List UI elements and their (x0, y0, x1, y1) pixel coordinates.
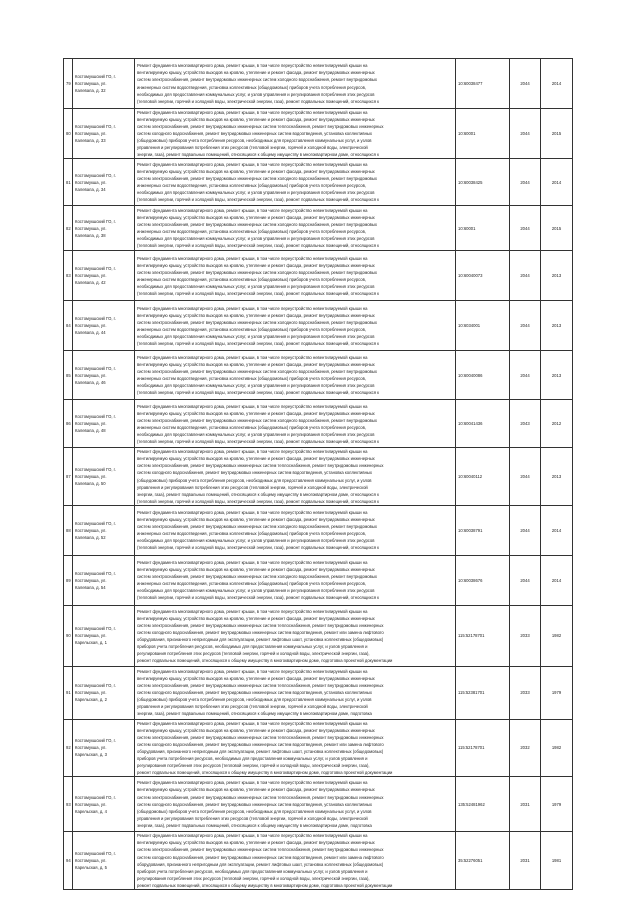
address-line: Калевала, д. 38 (75, 232, 106, 238)
works-line: регулирования потребления этих ресурсов (тепловой энергии, горячей и холодной воды, электрической энергии, газа), (137, 650, 370, 656)
works-description-cell (135, 301, 456, 351)
works-line: (тепловой энергии, горячей и холодной воды, электрической энергии, газа), ремонт подвальных помещений, относящихся к (137, 498, 379, 504)
row-number-cell: 82 (64, 206, 73, 251)
address-line: Костомукшский ГО, г. (75, 626, 116, 632)
works-description-cell (135, 109, 456, 159)
document-page (63, 58, 572, 890)
works-line: систем холодного водоснабжения, ремонт внутридомовых инженерных систем водоотведения, установка коллективных (137, 690, 372, 696)
works-line: ремонт подвальных помещений, относящихся к общему имуществу в многоквартирном доме, подготовка проектной документации (137, 770, 393, 776)
table-row (64, 555, 573, 605)
row-number-cell: 81 (64, 159, 73, 206)
works-line: систем электроснабжения, ремонт внутридомовых инженерных систем холодного водоснабжения, ремонт внутридомовых (137, 176, 378, 182)
works-line: инженерных систем водоотведения, установка коллективных (общедомовых) приборов учета потребления ресурсов, (137, 581, 367, 587)
address-line: Костомукша, ул. (75, 858, 107, 864)
address-line: Костомукша, ул. (75, 690, 107, 696)
table-row (64, 605, 573, 666)
works-line: Ремонт фундамента многоквартирного дома, ремонт крыши, в том числе переустройство невентилируемой крыши на (137, 403, 368, 409)
works-line: систем холодного водоснабжения, ремонт внутридомовых инженерных систем водоотведения, установка коллективных (137, 470, 372, 476)
works-line: инженерных систем водоотведения, установка коллективных (общедомовых) приборов учета потребления ресурсов, (137, 531, 367, 537)
planned-year-cell: 2044 (510, 301, 541, 351)
works-line: приборов учета потребления ресурсов, необходимых для предоставления коммунальных услуг, и узлов управления и (137, 868, 368, 874)
cadastral-number-cell: 10:60001 (456, 109, 510, 159)
address-line: Костомукша, ул. (75, 421, 107, 427)
row-number-cell: 85 (64, 351, 73, 400)
works-line: вентилируемую крышу, устройство выходов на кровлю, утепление и ремонт фасада, ремонт внутридомовых инженерных (137, 70, 375, 76)
address-cell (73, 777, 135, 832)
address-line: Костомукша, ул. (75, 225, 107, 231)
address-line: Костомукша, ул. (75, 633, 107, 639)
works-line: Ремонт фундамента многоквартирного дома, ремонт крыши, в том числе переустройство невентилируемой крыши на (137, 560, 368, 566)
works-line: вентилируемую крышу, устройство выходов на кровлю, утепление и ремонт фасада, ремонт внутридомовых инженерных (137, 840, 375, 846)
address-cell (73, 351, 135, 400)
address-line: Калевала, д. 50 (75, 481, 106, 487)
address-line: Костомукша, ул. (75, 81, 107, 86)
address-cell (73, 206, 135, 251)
last-repair-year-cell: 2015 (541, 206, 573, 251)
cadastral-number-cell: 135:52481962 (456, 777, 510, 832)
row-number-cell: 87 (64, 448, 73, 505)
last-repair-year-cell: 2012 (541, 400, 573, 448)
address-line: Костомукшский ГО, г. (75, 851, 116, 857)
table-body (64, 59, 573, 890)
works-line: систем холодного водоснабжения, ремонт внутридомовых инженерных систем водоотведения, ремонт или замена лифтового (137, 854, 384, 860)
address-line: Костомукша, ул. (75, 179, 107, 185)
table-row (64, 59, 573, 109)
works-line: приборов учета потребления ресурсов, необходимых для предоставления коммунальных услуг, и узлов управления и (137, 755, 368, 761)
address-line: Калевала, д. 48 (75, 428, 106, 434)
cadastral-number-cell: 115:52178701 (456, 605, 510, 666)
works-line: Ремонт фундамента многоквартирного дома, ремонт крыши, в том числе переустройство невентилируемой крыши на (137, 162, 368, 168)
table-row (64, 719, 573, 776)
works-description-cell (135, 605, 456, 666)
address-cell (73, 301, 135, 351)
planned-year-cell: 2044 (510, 159, 541, 206)
works-description-cell (135, 159, 456, 206)
address-line: Костомукшский ГО, г. (75, 683, 116, 689)
works-description-cell (135, 448, 456, 505)
works-line: систем электроснабжения, ремонт внутридомовых инженерных систем холодного водоснабжения, ремонт внутридомовых (137, 417, 378, 423)
works-line: Ремонт фундамента многоквартирного дома, ремонт крыши, в том числе переустройство невентилируемой крыши на (137, 110, 368, 115)
works-line: вентилируемую крышу, устройство выходов на кровлю, утепление и ремонт фасада, ремонт внутридомовых инженерных (137, 615, 375, 621)
table-row (64, 666, 573, 719)
works-line: систем электроснабжения, ремонт внутридомовых инженерных систем холодного водоснабжения, ремонт внутридомовых (137, 369, 378, 375)
address-cell (73, 719, 135, 776)
planned-year-cell: 2031 (510, 777, 541, 832)
works-line: необходимых для предоставления коммунальных услуг, и узлов управления и регулирования потребления этих ресурсов (137, 588, 375, 594)
works-description-cell (135, 351, 456, 400)
works-line: систем электроснабжения, ремонт внутридомовых инженерных систем теплоснабжения, ремонт внутридомовых инженерных (137, 124, 384, 130)
table-row (64, 832, 573, 890)
works-description-cell (135, 719, 456, 776)
cadastral-number-cell: 10:60040073 (456, 251, 510, 301)
planned-year-cell: 2031 (510, 832, 541, 890)
works-line: управления и регулирования потребления этих ресурсов (тепловой энергии, горячей и холодной воды, электрической (137, 704, 368, 710)
works-line: (общедомовых) приборов учета потребления ресурсов, необходимых для предоставления коммунальных услуг, и узлов (137, 808, 372, 814)
works-line: инженерных систем водоотведения, установка коллективных (общедомовых) приборов учета потребления ресурсов, (137, 424, 367, 430)
planned-year-cell: 2044 (510, 206, 541, 251)
works-line: необходимых для предоставления коммунальных услуг, и узлов управления и регулирования потребления этих ресурсов (137, 333, 375, 339)
cadastral-number-cell: 10:60040086 (456, 351, 510, 400)
last-repair-year-cell: 2013 (541, 448, 573, 505)
address-line: Костомукшский ГО, г. (75, 124, 116, 130)
works-line: систем электроснабжения, ремонт внутридомовых инженерных систем теплоснабжения, ремонт внутридомовых инженерных (137, 463, 384, 469)
works-line: Ремонт фундамента многоквартирного дома, ремонт крыши, в том числе переустройство невентилируемой крыши на (137, 608, 368, 614)
address-line: Костомукшский ГО, г. (75, 172, 116, 178)
table-row (64, 251, 573, 301)
last-repair-year-cell: 2014 (541, 59, 573, 109)
table-row (64, 159, 573, 206)
planned-year-cell: 2033 (510, 666, 541, 719)
address-line: Костомукша, ул. (75, 323, 107, 329)
works-line: Ремонт фундамента многоквартирного дома, ремонт крыши, в том числе переустройство невентилируемой крыши на (137, 305, 368, 311)
row-number-cell: 93 (64, 777, 73, 832)
address-line: Костомукшский ГО, г. (75, 467, 116, 473)
works-line: инженерных систем водоотведения, установка коллективных (общедомовых) приборов учета потребления ресурсов, (137, 276, 367, 282)
address-line: Костомукша, ул. (75, 745, 107, 751)
works-line: систем электроснабжения, ремонт внутридомовых инженерных систем теплоснабжения, ремонт внутридомовых инженерных (137, 847, 384, 853)
works-line: (тепловой энергии, горячей и холодной воды, электрической энергии, газа), ремонт подвальных помещений, относящихся к (137, 595, 379, 601)
works-description-cell (135, 777, 456, 832)
cadastral-number-cell: 10:60040112 (456, 448, 510, 505)
last-repair-year-cell: 1982 (541, 719, 573, 776)
works-line: инженерных систем водоотведения, установка коллективных (общедомовых) приборов учета потребления ресурсов, (137, 84, 367, 90)
works-line: приборов учета потребления ресурсов, необходимых для предоставления коммунальных услуг, и узлов управления и (137, 643, 368, 649)
planned-year-cell: 2044 (510, 251, 541, 301)
planned-year-cell: 2043 (510, 400, 541, 448)
address-line: Костомукша, ул. (75, 474, 107, 480)
cadastral-number-cell: 10:60041436 (456, 400, 510, 448)
works-line: систем электроснабжения, ремонт внутридомовых инженерных систем холодного водоснабжения, ремонт внутридомовых (137, 269, 378, 275)
works-description-cell (135, 251, 456, 301)
address-cell (73, 605, 135, 666)
table-row (64, 109, 573, 159)
address-line: Карельская, д. 1 (75, 640, 107, 646)
works-line: систем холодного водоснабжения, ремонт внутридомовых инженерных систем водоотведения, установка коллективных (137, 801, 372, 807)
last-repair-year-cell: 2013 (541, 301, 573, 351)
works-line: ремонт подвальных помещений, относящихся к общему имуществу в многоквартирном доме, подготовка проектной документации (137, 657, 393, 663)
works-line: (общедомовых) приборов учета потребления ресурсов, необходимых для предоставления коммунальных услуг, и узлов (137, 697, 372, 703)
works-line: ремонт подвальных помещений, относящихся к общему имуществу в многоквартирном доме, подготовка проектной документации (137, 882, 393, 888)
cadastral-number-cell: 10:60038791 (456, 505, 510, 555)
planned-year-cell: 2044 (510, 448, 541, 505)
works-line: необходимых для предоставления коммунальных услуг, и узлов управления и регулирования потребления этих ресурсов (137, 236, 375, 242)
address-line: Костомукшский ГО, г. (75, 738, 116, 744)
works-line: вентилируемую крышу, устройство выходов на кровлю, утепление и ремонт фасада, ремонт внутридомовых инженерных (137, 117, 375, 123)
last-repair-year-cell: 2013 (541, 251, 573, 301)
address-line: Карельская, д. 3 (75, 752, 107, 758)
works-line: необходимых для предоставления коммунальных услуг, и узлов управления и регулирования потребления этих ресурсов (137, 538, 375, 544)
table-row (64, 505, 573, 555)
planned-year-cell: 2044 (510, 555, 541, 605)
last-repair-year-cell: 2014 (541, 555, 573, 605)
works-line: (тепловой энергии, горячей и холодной воды, электрической энергии, газа), ремонт подвальных помещений, относящихся к (137, 545, 379, 551)
works-line: систем электроснабжения, ремонт внутридомовых инженерных систем теплоснабжения, ремонт внутридомовых инженерных (137, 734, 384, 740)
address-line: Калевала, д. 33 (75, 138, 106, 144)
works-line: систем электроснабжения, ремонт внутридомовых инженерных систем теплоснабжения, ремонт внутридомовых инженерных (137, 683, 384, 689)
table-row (64, 351, 573, 400)
row-number-cell: 84 (64, 301, 73, 351)
works-line: вентилируемую крышу, устройство выходов на кровлю, утепление и ремонт фасада, ремонт внутридомовых инженерных (137, 676, 375, 682)
address-line: Костомукша, ул. (75, 577, 107, 583)
address-line: Костомукшский ГО, г. (75, 414, 116, 420)
works-line: оборудования, признанного непригодным для эксплуатации, ремонт лифтовых шахт, установка коллективных (общедомовых) (137, 861, 384, 867)
planned-year-cell: 2044 (510, 505, 541, 555)
address-line: Калевала, д. 32 (75, 88, 106, 93)
works-line: (тепловой энергии, горячей и холодной воды, электрической энергии, газа), ремонт подвальных помещений, относящихся к (137, 340, 379, 346)
address-line: Костомукшский ГО, г. (75, 365, 116, 371)
works-line: систем электроснабжения, ремонт внутридомовых инженерных систем теплоснабжения, ремонт внутридомовых инженерных (137, 622, 384, 628)
address-line: Костомукшский ГО, г. (75, 266, 116, 272)
address-cell (73, 555, 135, 605)
address-line: Калевала, д. 52 (75, 534, 106, 540)
row-number-cell: 91 (64, 666, 73, 719)
works-line: вентилируемую крышу, устройство выходов на кровлю, утепление и ремонт фасада, ремонт внутридомовых инженерных (137, 362, 375, 368)
address-line: Калевала, д. 42 (75, 280, 106, 286)
works-line: вентилируемую крышу, устройство выходов на кровлю, утепление и ремонт фасада, ремонт внутридомовых инженерных (137, 215, 375, 221)
address-cell (73, 505, 135, 555)
address-cell (73, 159, 135, 206)
last-repair-year-cell: 1982 (541, 605, 573, 666)
row-number-cell: 86 (64, 400, 73, 448)
works-line: систем электроснабжения, ремонт внутридомовых инженерных систем холодного водоснабжения, ремонт внутридомовых (137, 574, 378, 580)
address-line: Костомукшский ГО, г. (75, 794, 116, 800)
works-line: (общедомовых) приборов учета потребления ресурсов, необходимых для предоставления коммунальных услуг, и узлов (137, 477, 372, 483)
cadastral-number-cell: 10:6034001 (456, 301, 510, 351)
works-description-cell (135, 666, 456, 719)
works-line: вентилируемую крышу, устройство выходов на кровлю, утепление и ремонт фасада, ремонт внутридомовых инженерных (137, 312, 375, 318)
works-line: (тепловой энергии, горячей и холодной воды, электрической энергии, газа), ремонт подвальных помещений, относящихся к (137, 98, 379, 104)
works-line: (тепловой энергии, горячей и холодной воды, электрической энергии, газа), ремонт подвальных помещений, относящихся к (137, 290, 379, 296)
works-line: необходимых для предоставления коммунальных услуг, и узлов управления и регулирования потребления этих ресурсов (137, 383, 375, 389)
planned-year-cell: 2044 (510, 109, 541, 159)
works-line: систем холодного водоснабжения, ремонт внутридомовых инженерных систем водоотведения, ремонт или замена лифтового (137, 629, 384, 635)
works-line: систем электроснабжения, ремонт внутридомовых инженерных систем холодного водоснабжения, ремонт внутридомовых (137, 319, 378, 325)
address-line: Карельская, д. 4 (75, 808, 107, 814)
works-description-cell (135, 505, 456, 555)
row-number-cell: 79 (64, 59, 73, 109)
works-line: Ремонт фундамента многоквартирного дома, ремонт крыши, в том числе переустройство невентилируемой крыши на (137, 780, 368, 786)
cadastral-number-cell: 35:52276051 (456, 832, 510, 890)
last-repair-year-cell: 2014 (541, 159, 573, 206)
table-row (64, 301, 573, 351)
works-line: систем электроснабжения, ремонт внутридомовых инженерных систем холодного водоснабжения, ремонт внутридомовых (137, 222, 378, 228)
address-cell (73, 109, 135, 159)
works-line: вентилируемую крышу, устройство выходов на кровлю, утепление и ремонт фасада, ремонт внутридомовых инженерных (137, 787, 375, 793)
works-line: вентилируемую крышу, устройство выходов на кровлю, утепление и ремонт фасада, ремонт внутридомовых инженерных (137, 727, 375, 733)
works-description-cell (135, 832, 456, 890)
address-line: Костомукша, ул. (75, 131, 107, 137)
address-line: Костомукша, ул. (75, 372, 107, 378)
address-line: Костомукшский ГО, г. (75, 74, 116, 79)
works-line: вентилируемую крышу, устройство выходов на кровлю, утепление и ремонт фасада, ремонт внутридомовых инженерных (137, 262, 375, 268)
address-line: Костомукшский ГО, г. (75, 218, 116, 224)
works-line: Ремонт фундамента многоквартирного дома, ремонт крыши, в том числе переустройство невентилируемой крыши на (137, 63, 368, 69)
works-line: Ремонт фундамента многоквартирного дома, ремонт крыши, в том числе переустройство невентилируемой крыши на (137, 720, 368, 726)
planned-year-cell: 2044 (510, 59, 541, 109)
row-number-cell: 92 (64, 719, 73, 776)
address-cell (73, 59, 135, 109)
works-line: оборудования, признанного непригодным для эксплуатации, ремонт лифтовых шахт, установка коллективных (общедомовых) (137, 636, 384, 642)
works-line: Ремонт фундамента многоквартирного дома, ремонт крыши, в том числе переустройство невентилируемой крыши на (137, 510, 368, 516)
works-line: (тепловой энергии, горячей и холодной воды, электрической энергии, газа), ремонт подвальных помещений, относящихся к (137, 243, 379, 249)
works-description-cell (135, 59, 456, 109)
table-row (64, 448, 573, 505)
address-line: Калевала, д. 46 (75, 379, 106, 385)
works-description-cell (135, 555, 456, 605)
works-line: управления и регулирования потребления этих ресурсов (тепловой энергии, горячей и холодной воды, электрической (137, 815, 368, 821)
row-number-cell: 80 (64, 109, 73, 159)
works-line: инженерных систем водоотведения, установка коллективных (общедомовых) приборов учета потребления ресурсов, (137, 326, 367, 332)
address-cell (73, 251, 135, 301)
works-line: Ремонт фундамента многоквартирного дома, ремонт крыши, в том числе переустройство невентилируемой крыши на (137, 255, 368, 261)
works-line: Ремонт фундамента многоквартирного дома, ремонт крыши, в том числе переустройство невентилируемой крыши на (137, 449, 368, 455)
address-line: Калевала, д. 44 (75, 330, 106, 336)
works-description-cell (135, 206, 456, 251)
works-line: необходимых для предоставления коммунальных услуг, и узлов управления и регулирования потребления этих ресурсов (137, 431, 375, 437)
address-line: Карельская, д. 2 (75, 697, 107, 703)
row-number-cell: 89 (64, 555, 73, 605)
works-line: энергии, газа), ремонт подвальных помещений, относящихся к общему имуществу в многоквартирном доме, относящихся к (137, 491, 379, 497)
cadastral-number-cell: 115:52178701 (456, 719, 510, 776)
works-description-cell (135, 400, 456, 448)
works-line: оборудования, признанного непригодным для эксплуатации, ремонт лифтовых шахт, установка коллективных (общедомовых) (137, 748, 384, 754)
works-line: регулирования потребления этих ресурсов (тепловой энергии, горячей и холодной воды, электрической энергии, газа), (137, 875, 370, 881)
address-line: Костомукшский ГО, г. (75, 570, 116, 576)
works-line: систем холодного водоснабжения, ремонт внутридомовых инженерных систем водоотведения, установка коллективных (137, 131, 372, 137)
works-line: энергии, газа), ремонт подвальных помещений, относящихся к общему имуществу в многоквартирном доме, подготовка (137, 822, 372, 828)
works-line: регулирования потребления этих ресурсов (тепловой энергии, горячей и холодной воды, электрической энергии, газа), (137, 762, 370, 768)
works-line: вентилируемую крышу, устройство выходов на кровлю, утепление и ремонт фасада, ремонт внутридомовых инженерных (137, 169, 375, 175)
address-line: Костомукшский ГО, г. (75, 316, 116, 322)
works-line: Ремонт фундамента многоквартирного дома, ремонт крыши, в том числе переустройство невентилируемой крыши на (137, 355, 368, 361)
address-line: Калевала, д. 54 (75, 584, 106, 590)
works-line: вентилируемую крышу, устройство выходов на кровлю, утепление и ремонт фасада, ремонт внутридомовых инженерных (137, 456, 375, 462)
row-number-cell: 90 (64, 605, 73, 666)
works-line: инженерных систем водоотведения, установка коллективных (общедомовых) приборов учета потребления ресурсов, (137, 376, 367, 382)
planned-year-cell: 2032 (510, 719, 541, 776)
last-repair-year-cell: 2015 (541, 109, 573, 159)
works-line: Ремонт фундамента многоквартирного дома, ремонт крыши, в том числе переустройство невентилируемой крыши на (137, 669, 368, 675)
works-line: (тепловой энергии, горячей и холодной воды, электрической энергии, газа), ремонт подвальных помещений, относящихся к (137, 438, 379, 444)
address-line: Калевала, д. 34 (75, 186, 106, 192)
works-line: энергии, газа), ремонт подвальных помещений, относящихся к общему имуществу в многоквартирном доме, подготовка (137, 711, 372, 717)
works-line: вентилируемую крышу, устройство выходов на кровлю, утепление и ремонт фасада, ремонт внутридомовых инженерных (137, 517, 375, 523)
last-repair-year-cell: 2013 (541, 351, 573, 400)
cadastral-number-cell: 10:60038477 (456, 59, 510, 109)
row-number-cell: 83 (64, 251, 73, 301)
works-line: вентилируемую крышу, устройство выходов на кровлю, утепление и ремонт фасада, ремонт внутридомовых инженерных (137, 410, 375, 416)
address-cell (73, 832, 135, 890)
works-line: Ремонт фундамента многоквартирного дома, ремонт крыши, в том числе переустройство невентилируемой крыши на (137, 208, 368, 214)
cadastral-number-cell: 10:60038425 (456, 159, 510, 206)
last-repair-year-cell: 1979 (541, 666, 573, 719)
cadastral-number-cell: 10:60001 (456, 206, 510, 251)
address-cell (73, 666, 135, 719)
address-cell (73, 448, 135, 505)
works-line: инженерных систем водоотведения, установка коллективных (общедомовых) приборов учета потребления ресурсов, (137, 183, 367, 189)
works-line: систем электроснабжения, ремонт внутридомовых инженерных систем холодного водоснабжения, ремонт внутридомовых (137, 77, 378, 83)
planned-year-cell: 2033 (510, 605, 541, 666)
row-number-cell: 94 (64, 832, 73, 890)
works-line: (тепловой энергии, горячей и холодной воды, электрической энергии, газа), ремонт подвальных помещений, относящихся к (137, 197, 379, 203)
cadastral-number-cell: 10:60038676 (456, 555, 510, 605)
works-line: необходимых для предоставления коммунальных услуг, и узлов управления и регулирования потребления этих ресурсов (137, 190, 375, 196)
last-repair-year-cell: 2014 (541, 505, 573, 555)
last-repair-year-cell: 1979 (541, 777, 573, 832)
address-line: Костомукша, ул. (75, 527, 107, 533)
planned-year-cell: 2044 (510, 351, 541, 400)
address-line: Костомукша, ул. (75, 801, 107, 807)
last-repair-year-cell: 1981 (541, 832, 573, 890)
works-line: вентилируемую крышу, устройство выходов на кровлю, утепление и ремонт фасада, ремонт внутридомовых инженерных (137, 567, 375, 573)
works-line: энергии, газа), ремонт подвальных помещений, относящихся к общему имуществу в многоквартирном доме, относящихся к (137, 152, 379, 158)
address-line: Костомукшский ГО, г. (75, 520, 116, 526)
works-line: (общедомовых) приборов учета потребления ресурсов, необходимых для предоставления коммунальных услуг, и узлов (137, 138, 372, 144)
table-row (64, 777, 573, 832)
works-line: систем электроснабжения, ремонт внутридомовых инженерных систем холодного водоснабжения, ремонт внутридомовых (137, 524, 378, 530)
capital-repair-table (63, 58, 573, 890)
table-row (64, 400, 573, 448)
works-line: (тепловой энергии, горячей и холодной воды, электрической энергии, газа), ремонт подвальных помещений, относящихся к (137, 390, 379, 396)
works-line: инженерных систем водоотведения, установка коллективных (общедомовых) приборов учета потребления ресурсов, (137, 229, 367, 235)
address-cell (73, 400, 135, 448)
address-line: Костомукша, ул. (75, 273, 107, 279)
row-number-cell: 88 (64, 505, 73, 555)
works-line: Ремонт фундамента многоквартирного дома, ремонт крыши, в том числе переустройство невентилируемой крыши на (137, 833, 368, 839)
works-line: систем холодного водоснабжения, ремонт внутридомовых инженерных систем водоотведения, ремонт или замена лифтового (137, 741, 384, 747)
works-line: систем электроснабжения, ремонт внутридомовых инженерных систем теплоснабжения, ремонт внутридомовых инженерных (137, 794, 384, 800)
works-line: необходимых для предоставления коммунальных услуг, и узлов управления и регулирования потребления этих ресурсов (137, 91, 375, 97)
table-row (64, 206, 573, 251)
works-line: управления и регулирования потребления этих ресурсов (тепловой энергии, горячей и холодной воды, электрической (137, 484, 368, 490)
works-line: необходимых для предоставления коммунальных услуг, и узлов управления и регулирования потребления этих ресурсов (137, 283, 375, 289)
works-line: управления и регулирования потребления этих ресурсов (тепловой энергии, горячей и холодной воды, электрической (137, 145, 368, 151)
cadastral-number-cell: 115:52381701 (456, 666, 510, 719)
address-line: Карельская, д. 5 (75, 865, 107, 871)
